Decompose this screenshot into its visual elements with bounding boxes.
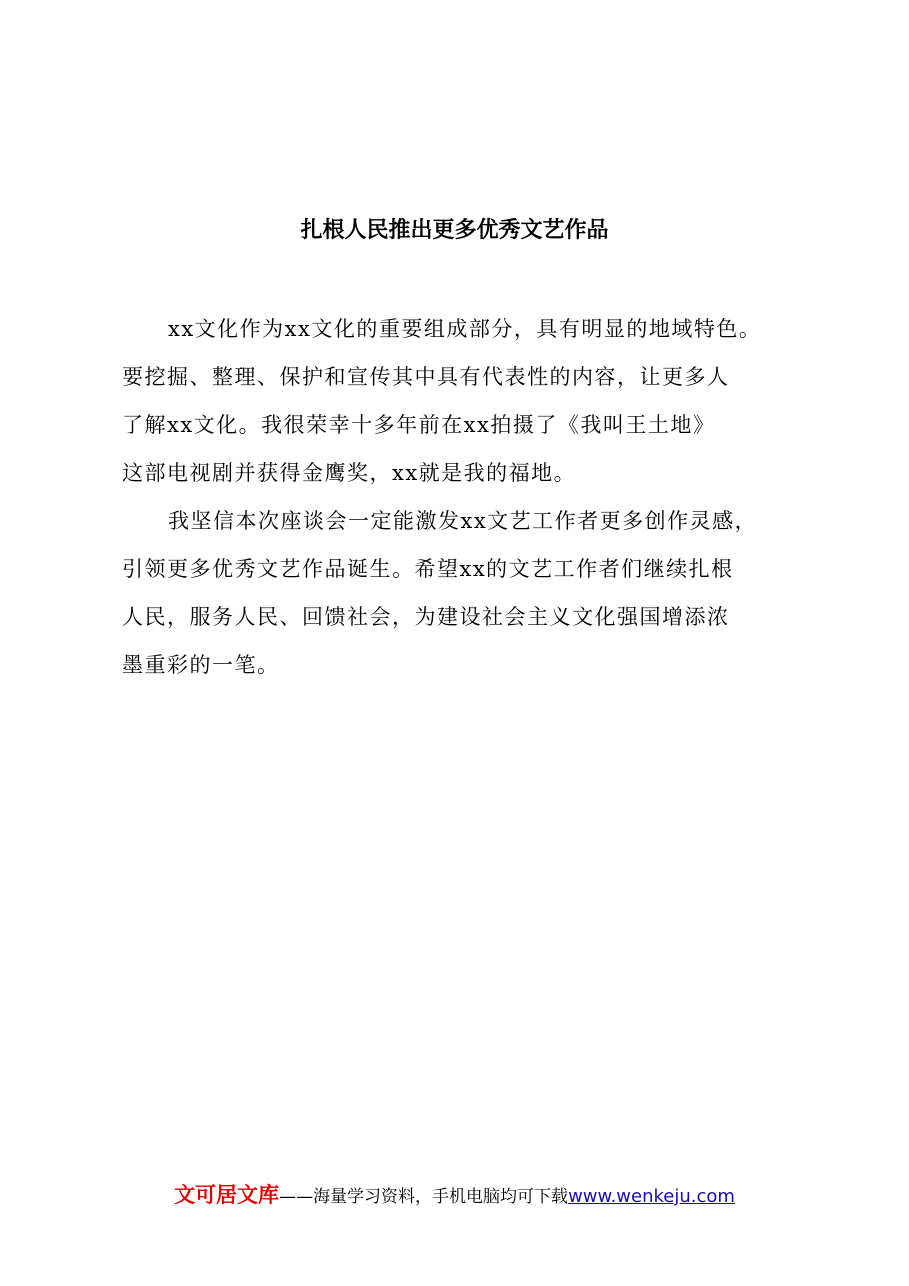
paragraph-line: 人民，服务人民、回馈社会，为建设社会主义文化强国增添浓 <box>122 605 730 629</box>
paragraph-line: 引领更多优秀文艺作品诞生。希望xx的文艺工作者们继续扎根 <box>122 557 734 581</box>
paragraph-line: 我坚信本次座谈会一定能激发xx文艺工作者更多创作灵感， <box>168 509 758 533</box>
paragraph-2 <box>122 497 802 689</box>
paragraph-line: xx文化作为xx文化的重要组成部分，具有明显的地域特色。 <box>168 317 762 341</box>
footer-banner <box>0 1180 909 1212</box>
footer-website-link[interactable]: www.wenkeju.com <box>568 1186 735 1207</box>
paragraph-line: 要挖掘、整理、保护和宣传其中具有代表性的内容，让更多人 <box>122 365 730 389</box>
footer-slogan: ——海量学习资料，手机电脑均可下载 <box>279 1187 569 1207</box>
paragraph-line: 了解xx文化。我很荣幸十多年前在xx拍摄了《我叫王土地》 <box>122 413 716 437</box>
paragraph-line: 墨重彩的一笔。 <box>122 653 280 677</box>
document-title: 扎根人民推出更多优秀文艺作品 <box>300 217 609 243</box>
paragraph-1 <box>122 305 802 497</box>
footer-brand: 文可居文库 <box>174 1183 280 1207</box>
paragraph-line: 这部电视剧并获得金鹰奖，xx就是我的福地。 <box>122 461 577 485</box>
